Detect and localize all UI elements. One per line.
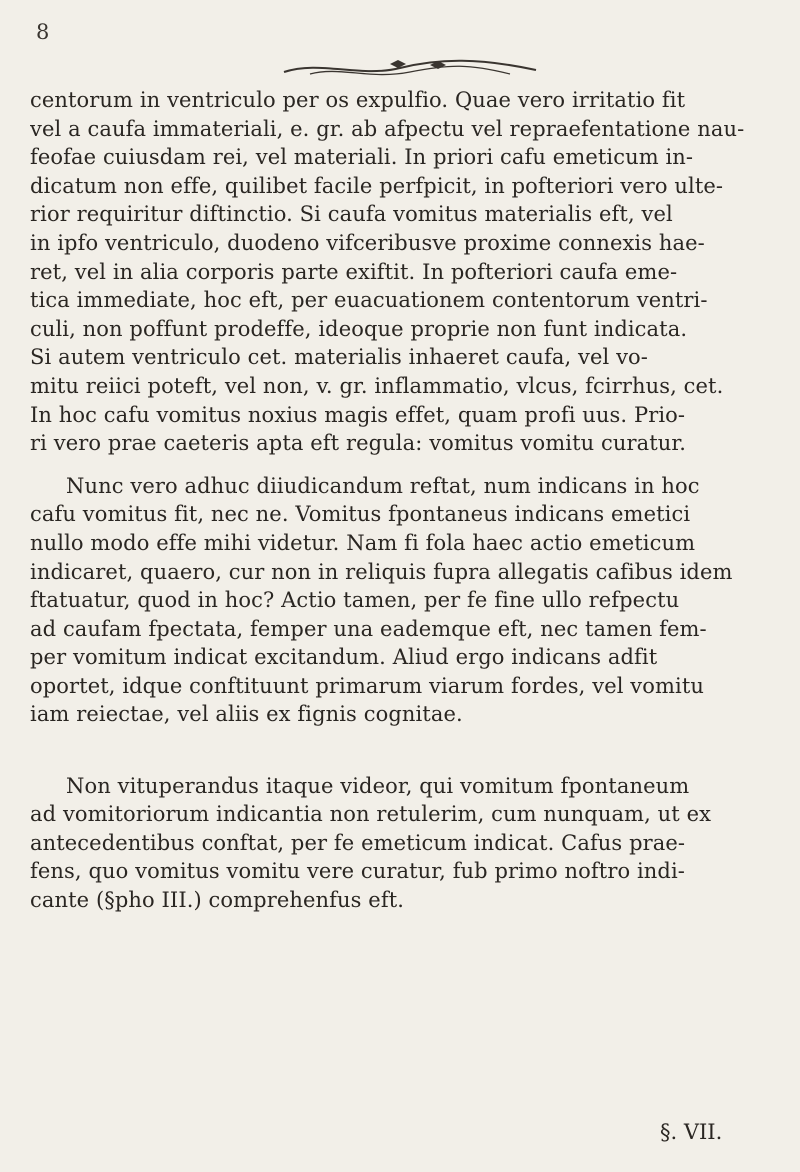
- text-line: in ipfo ventriculo, duodeno vifceribusve proxime connexis hae-: [30, 230, 705, 255]
- text-line: Si autem ventriculo cet. materialis inhaeret caufa, vel vo-: [30, 345, 648, 370]
- text-line: oportet, idque conftituunt primarum viarum fordes, vel vomitu: [30, 673, 705, 698]
- text-line: rior requiritur diftinctio. Si caufa vomitus materialis eft, vel: [30, 202, 673, 227]
- text-line: dicatum non effe, quilibet facile perfpicit, in pofteriori vero ulte-: [30, 173, 724, 198]
- text-line: antecedentibus conftat, per fe emeticum indicat. Cafus prae-: [30, 830, 686, 855]
- text-line: fens, quo vomitus vomitu vere curatur, fub primo noftro indi-: [30, 859, 685, 884]
- text-line: indicaret, quaero, cur non in reliquis fupra allegatis cafibus idem: [30, 559, 733, 584]
- catchword: §. VII.: [660, 1120, 723, 1144]
- text-line: Nunc vero adhuc diiudicandum reftat, num indicans in hoc: [66, 473, 700, 498]
- text-line: vel a caufa immateriali, e. gr. ab afpectu vel repraefentatione nau-: [30, 116, 745, 141]
- text-line: tica immediate, hoc eft, per euacuationem contentorum ventri-: [30, 288, 708, 313]
- ornament-flourish-icon: [280, 56, 540, 82]
- text-line: ad caufam fpectata, femper una eademque eft, nec tamen fem-: [30, 616, 707, 641]
- text-line: ad vomitoriorum indicantia non retulerim, cum nunquam, ut ex: [30, 802, 712, 827]
- text-line: ri vero prae caeteris apta eft regula: vomitus vomitu curatur.: [30, 431, 687, 456]
- text-line: iam reiectae, vel aliis ex fignis cognitae.: [30, 702, 463, 727]
- text-line: feofae cuiusdam rei, vel materiali. In priori cafu emeticum in-: [30, 145, 694, 170]
- page-number: 8: [36, 20, 50, 44]
- text-line: cante (§pho III.) comprehenfus eft.: [30, 888, 405, 913]
- body-text: [30, 86, 790, 915]
- text-line: [30, 729, 790, 758]
- text-line: mitu reiici poteft, vel non, v. gr. inflammatio, vlcus, fcirrhus, cet.: [30, 373, 724, 398]
- text-line: ret, vel in alia corporis parte exiftit. In pofteriori caufa eme-: [30, 259, 678, 284]
- text-line: culi, non poffunt prodeffe, ideoque proprie non funt indicata.: [30, 316, 688, 341]
- text-line: centorum in ventriculo per os expulfio. Quae vero irritatio fit: [30, 88, 686, 112]
- text-line: ftatuatur, quod in hoc? Actio tamen, per fe fine ullo refpectu: [30, 588, 680, 613]
- text-line: per vomitum indicat excitandum. Aliud ergo indicans adfit: [30, 645, 658, 670]
- text-line: cafu vomitus fit, nec ne. Vomitus fpontaneus indicans emetici: [30, 502, 691, 527]
- text-line: In hoc cafu vomitus noxius magis effet, quam profi uus. Prio-: [30, 402, 686, 427]
- text-line: Non vituperandus itaque videor, qui vomitum fpontaneum: [66, 773, 690, 798]
- text-line: nullo modo effe mihi videtur. Nam fi fola haec actio emeticum: [30, 530, 696, 555]
